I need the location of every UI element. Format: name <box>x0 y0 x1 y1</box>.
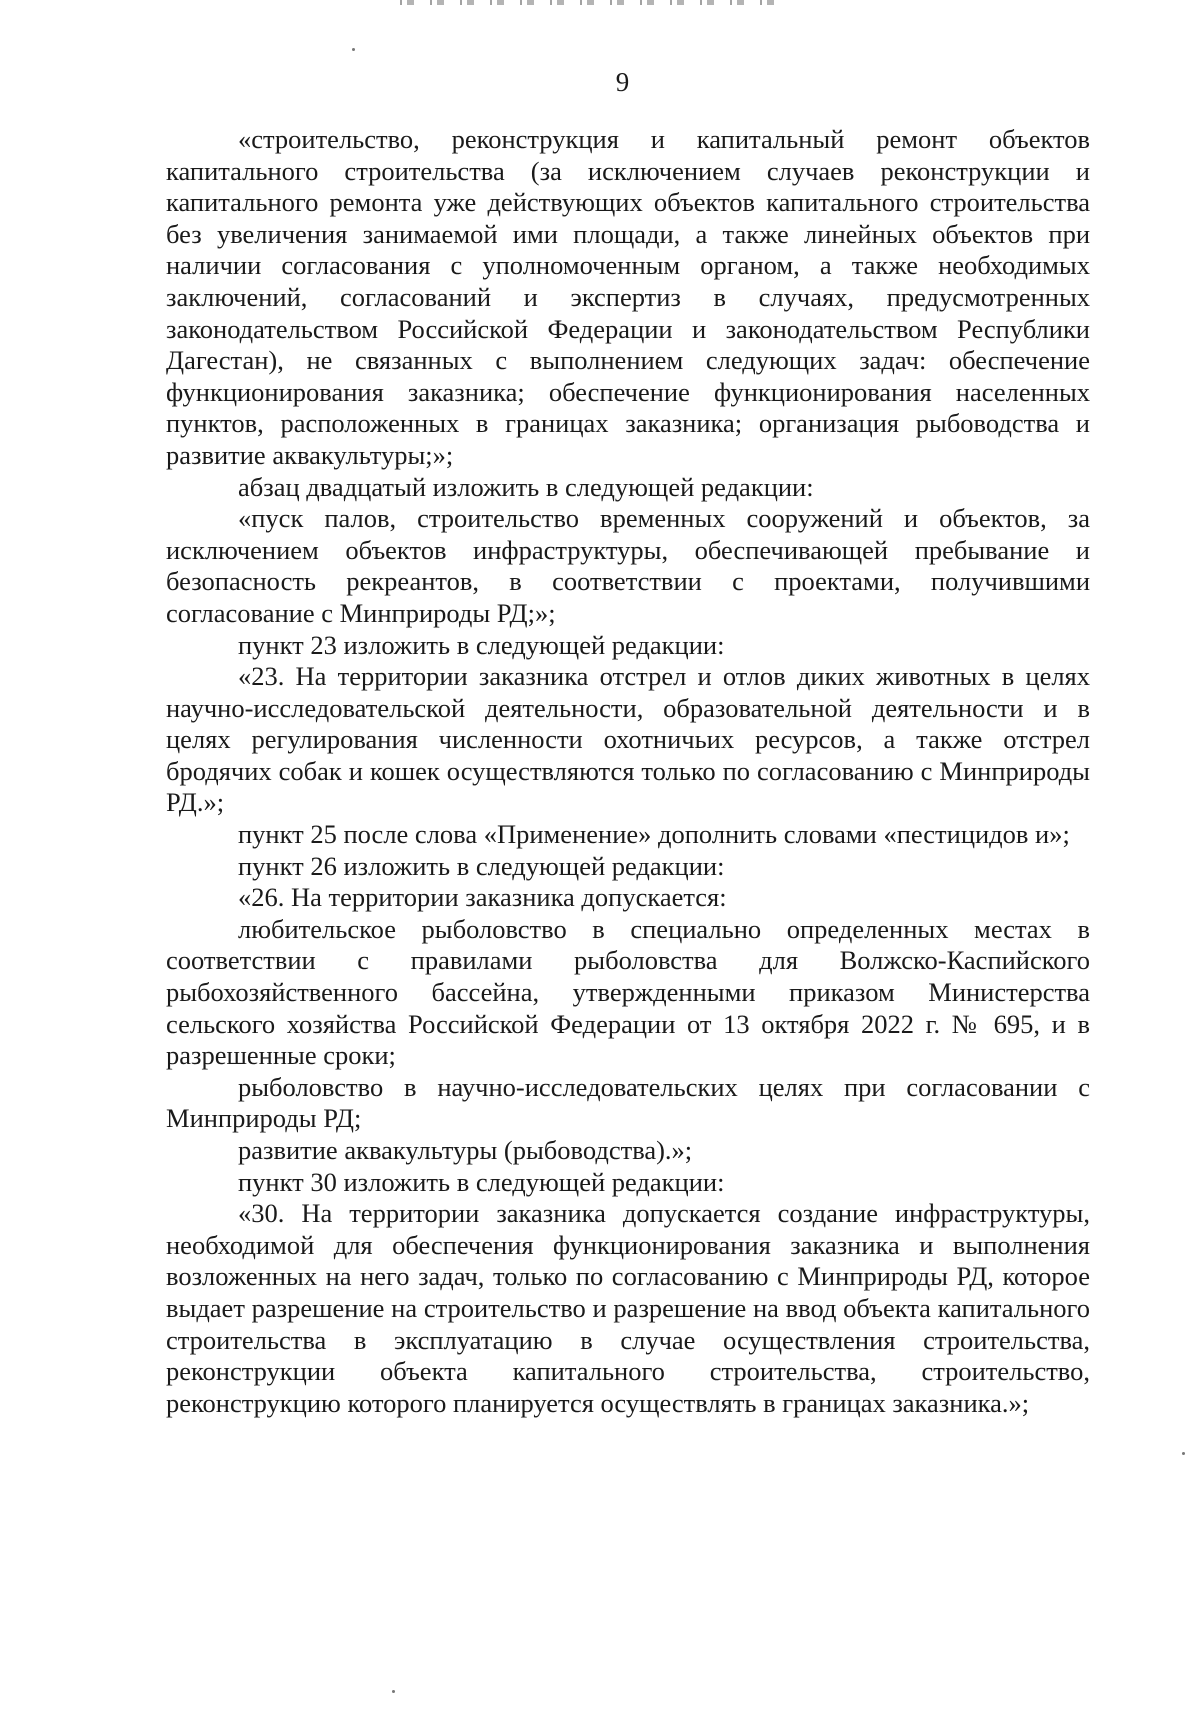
paragraph: «30. На территории заказника допускается создание инфраструктуры, необходимой для обеспечения функционирования заказника и выполнения возложенных на него задач, только по согласованию с Минприроды РД, которое выдает разрешение на строительство и разрешение на ввод объекта капитального строительства в эксплуатацию в случае осуществления строительства, реконструкции объекта капитального строительства, строительство, реконструкцию которого планируется осуществлять в границах заказника.»; <box>166 1198 1090 1418</box>
paragraph: рыболовство в научно-исследовательских целях при согласовании с Минприроды РД; <box>166 1071 1090 1134</box>
paragraph: любительское рыболовство в специально определенных местах в соответствии с правилами рыболовства для Волжско-Каспийского рыбохозяйственного бассейна, утвержденными приказом Министерства сельского хозяйства Российской Федерации от 13 октября 2022 г. № 695, и в разрешенные сроки; <box>166 913 1090 1071</box>
paragraph: пункт 25 после слова «Применение» дополнить словами «пестицидов и»; <box>238 819 1070 850</box>
scan-speck <box>352 48 355 51</box>
paragraph: абзац двадцатый изложить в следующей редакции: <box>238 471 814 502</box>
paragraph: «23. На территории заказника отстрел и отлов диких животных в целях научно-исследовательской деятельности, образовательной деятельности и в целях регулирования численности охотничьих ресурсов, а также отстрел бродячих собак и кошек осуществляются только по согласованию с Минприроды РД.»; <box>166 661 1090 818</box>
scan-artifact-top <box>400 0 780 5</box>
paragraph: развитие аквакультуры (рыбоводства).»; <box>238 1135 693 1165</box>
paragraph: «строительство, реконструкция и капитальный ремонт объектов капитального строительства (за исключением случаев реконструкции и капитального ремонта уже действующих объектов капитального строительства без увеличения занимаемой ими площади, а также линейных объектов при наличии согласования с уполномоченным органом, а также необходимых заключений, согласований и экспертиз в случаях, предусмотренных законодательством Российской Федерации и законодательством Республики Дагестан), не связанных с выполнением следующих задач: обеспечение функционирования заказника; обеспечение функционирования населенных пунктов, расположенных в границах заказника; организация рыбоводства и развитие аквакультуры;»; <box>166 124 1090 470</box>
paragraph: «пуск палов, строительство временных сооружений и объектов, за исключением объектов инфраструктуры, обеспечивающей пребывание и безопасность рекреантов, в соответствии с проектами, получившими согласование с Минприроды РД;»; <box>166 503 1090 628</box>
scan-speck <box>1182 1452 1185 1455</box>
document-body <box>166 124 1090 1419</box>
paragraph: пункт 23 изложить в следующей редакции: <box>238 629 725 660</box>
scan-speck <box>392 1690 395 1693</box>
paragraph: «26. На территории заказника допускается: <box>238 882 727 913</box>
page-number: 9 <box>615 67 630 97</box>
paragraph: пункт 26 изложить в следующей редакции: <box>238 850 725 881</box>
paragraph: пункт 30 изложить в следующей редакции: <box>238 1166 725 1197</box>
